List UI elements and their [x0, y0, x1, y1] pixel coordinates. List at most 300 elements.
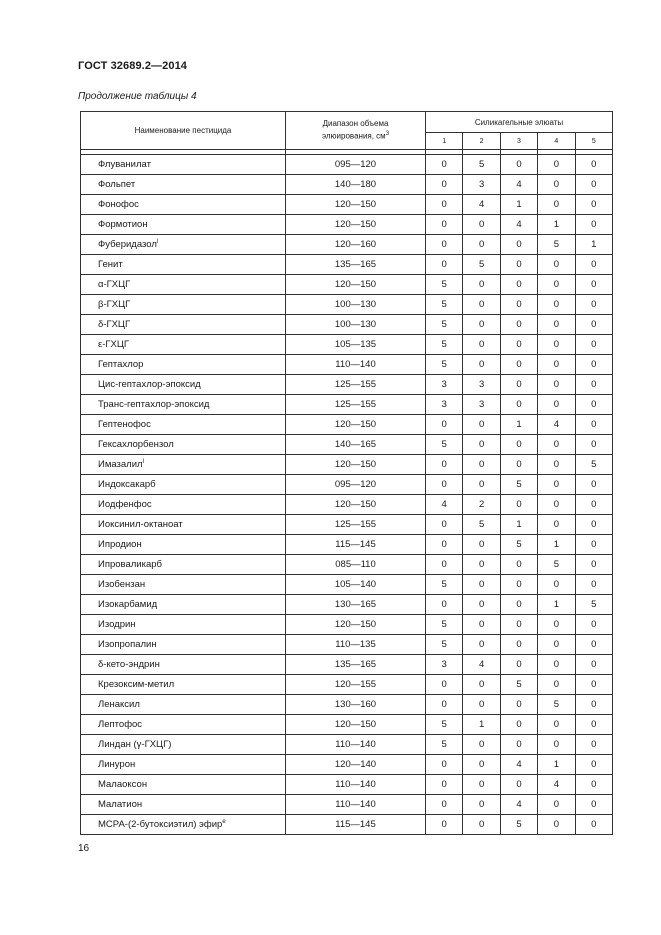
pesticide-name-cell	[81, 255, 286, 275]
pesticide-name: Ленаксил	[98, 699, 140, 710]
eluate-value-cell: 0	[463, 295, 500, 315]
elution-range-cell: 100—130	[286, 315, 426, 335]
eluate-value-cell: 0	[575, 655, 612, 675]
eluate-col-header: 3	[500, 133, 537, 150]
footnote-marker: e	[222, 818, 226, 825]
eluate-value-cell: 0	[538, 815, 575, 835]
eluate-value-cell: 0	[500, 775, 537, 795]
eluate-value-cell: 0	[575, 255, 612, 275]
eluate-value-cell: 0	[500, 335, 537, 355]
eluate-value-cell: 0	[500, 375, 537, 395]
elution-range-cell: 120—150	[286, 215, 426, 235]
footnote-marker: l	[142, 458, 144, 465]
table-row	[81, 195, 613, 215]
eluate-value-cell: 4	[500, 175, 537, 195]
eluate-value-cell: 5	[538, 695, 575, 715]
eluate-value-cell: 0	[575, 355, 612, 375]
eluate-value-cell: 5	[463, 255, 500, 275]
eluate-col-header: 5	[575, 133, 612, 150]
eluate-value-cell: 4	[426, 495, 463, 515]
elution-range-cell: 130—165	[286, 595, 426, 615]
table-row	[81, 175, 613, 195]
eluate-value-cell: 0	[500, 435, 537, 455]
eluate-value-cell: 0	[500, 655, 537, 675]
eluate-value-cell: 0	[575, 675, 612, 695]
eluate-value-cell: 0	[426, 475, 463, 495]
eluate-value-cell: 5	[575, 595, 612, 615]
table-row	[81, 295, 613, 315]
column-header-range: Диапазон объема элюирования, $см^3$	[286, 112, 426, 150]
table-row	[81, 735, 613, 755]
eluate-value-cell: 5	[426, 355, 463, 375]
eluate-value-cell: 0	[500, 315, 537, 335]
elution-range-cell: 105—140	[286, 575, 426, 595]
elution-range-cell: 125—155	[286, 375, 426, 395]
pesticide-name: δ-ГХЦГ	[98, 319, 131, 330]
pesticide-name: Индоксакарб	[98, 479, 156, 490]
eluate-value-cell: 0	[575, 335, 612, 355]
pesticide-name: Иодфенфос	[98, 499, 152, 510]
pesticide-name: δ-кето-эндрин	[98, 659, 160, 670]
eluate-value-cell: 0	[538, 515, 575, 535]
eluate-value-cell: 5	[426, 435, 463, 455]
pesticide-name-cell	[81, 315, 286, 335]
eluate-value-cell: 0	[575, 475, 612, 495]
eluate-value-cell: 0	[575, 575, 612, 595]
elution-range-cell: 115—145	[286, 815, 426, 835]
eluate-value-cell: 0	[538, 195, 575, 215]
eluate-value-cell: 0	[463, 595, 500, 615]
eluate-value-cell: 0	[463, 455, 500, 475]
column-header-name: Наименование пестицида	[81, 112, 286, 150]
eluate-value-cell: 1	[538, 215, 575, 235]
pesticide-name: Фольпет	[98, 179, 136, 190]
table-row	[81, 795, 613, 815]
pesticide-name-cell	[81, 295, 286, 315]
eluate-value-cell: 3	[426, 375, 463, 395]
elution-range-cell: 110—135	[286, 635, 426, 655]
eluate-value-cell: 0	[426, 195, 463, 215]
pesticide-name: Линурон	[98, 759, 136, 770]
eluate-value-cell: 5	[426, 635, 463, 655]
eluate-value-cell: 4	[500, 795, 537, 815]
eluate-value-cell: 5	[426, 575, 463, 595]
elution-range-cell: 095—120	[286, 475, 426, 495]
eluate-value-cell: 0	[463, 735, 500, 755]
eluate-value-cell: 0	[538, 475, 575, 495]
eluate-value-cell: 0	[426, 675, 463, 695]
eluate-value-cell: 0	[575, 315, 612, 335]
eluate-col-header: 4	[538, 133, 575, 150]
eluate-value-cell: 0	[500, 395, 537, 415]
eluate-value-cell: 0	[426, 515, 463, 535]
pesticide-name-cell	[81, 675, 286, 695]
eluate-value-cell: 0	[463, 795, 500, 815]
eluate-value-cell: 5	[538, 235, 575, 255]
eluate-value-cell: 0	[538, 395, 575, 415]
eluate-value-cell: 0	[538, 795, 575, 815]
eluate-value-cell: 0	[463, 275, 500, 295]
table-row	[81, 275, 613, 295]
elution-range-cell: 120—150	[286, 495, 426, 515]
eluate-value-cell: 0	[426, 415, 463, 435]
pesticide-name-cell	[81, 655, 286, 675]
elution-range-cell: 110—140	[286, 795, 426, 815]
footnote-marker: l	[156, 238, 159, 245]
eluate-value-cell: 0	[575, 795, 612, 815]
eluate-value-cell: 0	[463, 315, 500, 335]
eluate-col-header: 2	[463, 133, 500, 150]
eluate-value-cell: 5	[500, 475, 537, 495]
eluate-value-cell: 3	[426, 655, 463, 675]
eluate-value-cell: 5	[426, 275, 463, 295]
eluate-value-cell: 0	[500, 455, 537, 475]
table-row	[81, 495, 613, 515]
pesticide-name: Изобензан	[98, 579, 146, 590]
pesticide-name: Иоксинил-октаноат	[98, 519, 183, 530]
pesticide-name-cell	[81, 495, 286, 515]
eluate-value-cell: 1	[538, 595, 575, 615]
eluate-value-cell: 0	[500, 715, 537, 735]
table-row	[81, 675, 613, 695]
eluate-value-cell: 0	[575, 175, 612, 195]
eluate-value-cell: 3	[463, 395, 500, 415]
eluate-value-cell: 5	[500, 675, 537, 695]
eluate-value-cell: 0	[575, 495, 612, 515]
eluate-value-cell: 0	[575, 275, 612, 295]
eluate-value-cell: 0	[463, 675, 500, 695]
pesticide-name: β-ГХЦГ	[98, 299, 131, 310]
table-row	[81, 575, 613, 595]
elution-range-cell: 120—150	[286, 275, 426, 295]
eluate-value-cell: 1	[500, 195, 537, 215]
pesticide-name-cell	[81, 695, 286, 715]
table-row	[81, 355, 613, 375]
eluate-value-cell: 0	[463, 755, 500, 775]
eluate-value-cell: 5	[426, 735, 463, 755]
eluate-value-cell: 0	[463, 535, 500, 555]
eluate-value-cell: 0	[463, 555, 500, 575]
eluate-value-cell: 0	[538, 735, 575, 755]
pesticide-name-cell	[81, 475, 286, 495]
eluate-value-cell: 0	[575, 815, 612, 835]
pesticide-name-cell	[81, 175, 286, 195]
eluate-value-cell: 4	[500, 755, 537, 775]
pesticide-name-cell	[81, 595, 286, 615]
pesticide-table	[80, 111, 613, 835]
eluate-value-cell: 0	[500, 595, 537, 615]
pesticide-name: Фонофос	[98, 199, 139, 210]
table-row	[81, 515, 613, 535]
eluate-value-cell: 0	[538, 255, 575, 275]
eluate-value-cell: 0	[500, 635, 537, 655]
pesticide-name-cell	[81, 775, 286, 795]
eluate-value-cell: 0	[575, 215, 612, 235]
eluate-value-cell: 0	[426, 695, 463, 715]
pesticide-name-cell	[81, 415, 286, 435]
pesticide-name: Генит	[98, 259, 123, 270]
pesticide-name: Имазалил	[98, 459, 143, 470]
eluate-value-cell: 0	[426, 795, 463, 815]
pesticide-name-cell	[81, 355, 286, 375]
table-row	[81, 255, 613, 275]
pesticide-name: Лептофос	[98, 719, 143, 730]
eluate-value-cell: 0	[538, 655, 575, 675]
pesticide-name: Транс-гептахлор-эпоксид	[98, 399, 210, 410]
eluate-value-cell: 0	[538, 675, 575, 695]
elution-range-cell: 120—140	[286, 755, 426, 775]
eluate-value-cell: 0	[575, 375, 612, 395]
eluate-value-cell: 0	[463, 235, 500, 255]
eluate-value-cell: 0	[463, 615, 500, 635]
elution-range-cell: 120—150	[286, 455, 426, 475]
pesticide-name-cell	[81, 535, 286, 555]
table-caption: Продолжение таблицы 4	[78, 91, 197, 102]
eluate-value-cell: 4	[500, 215, 537, 235]
elution-range-cell: 120—150	[286, 615, 426, 635]
eluate-value-cell: 0	[575, 555, 612, 575]
elution-range-cell: 135—165	[286, 655, 426, 675]
eluate-value-cell: 0	[538, 275, 575, 295]
eluate-value-cell: 0	[575, 635, 612, 655]
eluate-value-cell: 0	[426, 815, 463, 835]
table-row	[81, 595, 613, 615]
eluate-value-cell: 0	[500, 235, 537, 255]
page-number: 16	[78, 843, 90, 854]
table-row	[81, 335, 613, 355]
eluate-value-cell: 0	[538, 295, 575, 315]
eluate-value-cell: 4	[538, 775, 575, 795]
eluate-value-cell: 3	[426, 395, 463, 415]
elution-range-cell: 120—150	[286, 415, 426, 435]
eluate-value-cell: 0	[538, 375, 575, 395]
elution-range-cell: 140—180	[286, 175, 426, 195]
elution-range-cell: 095—120	[286, 155, 426, 175]
pesticide-name-cell	[81, 275, 286, 295]
pesticide-name-cell	[81, 815, 286, 835]
pesticide-name: Цис-гептахлор-эпоксид	[98, 379, 201, 390]
eluate-value-cell: 0	[538, 175, 575, 195]
pesticide-name-cell	[81, 715, 286, 735]
eluate-value-cell: 0	[575, 755, 612, 775]
table-row	[81, 235, 613, 255]
pesticide-name: Гексахлорбензол	[98, 439, 174, 450]
eluate-value-cell: 0	[538, 615, 575, 635]
eluate-value-cell: 0	[575, 155, 612, 175]
pesticide-name-cell	[81, 615, 286, 635]
eluate-value-cell: 0	[575, 715, 612, 735]
table-row	[81, 615, 613, 635]
eluate-value-cell: 5	[500, 535, 537, 555]
eluate-value-cell: 5	[426, 295, 463, 315]
eluate-value-cell: 0	[575, 615, 612, 635]
eluate-value-cell: 5	[538, 555, 575, 575]
eluate-value-cell: 1	[500, 515, 537, 535]
elution-range-cell: 110—140	[286, 355, 426, 375]
table-row	[81, 435, 613, 455]
elution-range-cell: 135—165	[286, 255, 426, 275]
table-row	[81, 155, 613, 175]
eluate-value-cell: 0	[463, 635, 500, 655]
pesticide-name-cell	[81, 235, 286, 255]
pesticide-name: Гептенофос	[98, 419, 151, 430]
elution-range-cell: 120—150	[286, 715, 426, 735]
eluate-value-cell: 0	[463, 355, 500, 375]
pesticide-name: ε-ГХЦГ	[98, 339, 130, 350]
eluate-value-cell: 0	[426, 755, 463, 775]
eluate-value-cell: 0	[575, 775, 612, 795]
pesticide-name: Изопропалин	[98, 639, 157, 650]
eluate-value-cell: 0	[500, 575, 537, 595]
eluate-value-cell: 0	[575, 535, 612, 555]
eluate-value-cell: 3	[463, 175, 500, 195]
pesticide-name: Изодрин	[98, 619, 136, 630]
table-row	[81, 715, 613, 735]
elution-range-cell: 110—140	[286, 735, 426, 755]
eluate-value-cell: 5	[426, 715, 463, 735]
elution-range-cell: 125—155	[286, 515, 426, 535]
eluate-value-cell: 4	[463, 655, 500, 675]
eluate-value-cell: 0	[575, 395, 612, 415]
eluate-value-cell: 0	[426, 215, 463, 235]
eluate-value-cell: 0	[500, 355, 537, 375]
pesticide-name-cell	[81, 435, 286, 455]
pesticide-name-cell	[81, 195, 286, 215]
table-row	[81, 555, 613, 575]
eluate-value-cell: 0	[500, 495, 537, 515]
eluate-value-cell: 0	[575, 195, 612, 215]
eluate-value-cell: 5	[575, 455, 612, 475]
elution-range-cell: 115—145	[286, 535, 426, 555]
pesticide-name-cell	[81, 455, 286, 475]
eluate-value-cell: 0	[538, 155, 575, 175]
eluate-value-cell: 0	[500, 295, 537, 315]
pesticide-name: α-ГХЦГ	[98, 279, 131, 290]
eluate-value-cell: 0	[463, 575, 500, 595]
elution-range-cell: 140—165	[286, 435, 426, 455]
elution-range-cell: 130—160	[286, 695, 426, 715]
eluate-value-cell: 0	[463, 415, 500, 435]
elution-range-cell: 085—110	[286, 555, 426, 575]
elution-range-cell: 120—150	[286, 195, 426, 215]
eluate-value-cell: 0	[500, 155, 537, 175]
eluate-value-cell: 0	[426, 155, 463, 175]
pesticide-name-cell	[81, 575, 286, 595]
table-row	[81, 695, 613, 715]
eluate-value-cell: 0	[500, 555, 537, 575]
document-header: ГОСТ 32689.2—2014	[78, 60, 188, 72]
eluate-value-cell: 0	[575, 415, 612, 435]
eluate-value-cell: 0	[463, 215, 500, 235]
elution-range-cell: 100—130	[286, 295, 426, 315]
pesticide-name-cell	[81, 335, 286, 355]
eluate-value-cell: 0	[463, 775, 500, 795]
pesticide-name: Изокарбамид	[98, 599, 158, 610]
eluate-value-cell: 3	[463, 375, 500, 395]
table-row	[81, 775, 613, 795]
table-row	[81, 315, 613, 335]
eluate-value-cell: 0	[538, 315, 575, 335]
pesticide-name: Фуберидазол	[98, 239, 157, 250]
pesticide-name-cell	[81, 795, 286, 815]
eluate-value-cell: 0	[538, 575, 575, 595]
eluate-value-cell: 0	[538, 455, 575, 475]
pesticide-name-cell	[81, 635, 286, 655]
eluate-col-header: 1	[426, 133, 463, 150]
eluate-value-cell: 0	[538, 495, 575, 515]
pesticide-name-cell	[81, 755, 286, 775]
eluate-value-cell: 1	[463, 715, 500, 735]
pesticide-name: Флуванилат	[98, 159, 151, 170]
eluate-value-cell: 5	[426, 335, 463, 355]
eluate-value-cell: 0	[426, 535, 463, 555]
eluate-value-cell: 0	[426, 455, 463, 475]
eluate-value-cell: 1	[538, 755, 575, 775]
elution-range-cell: 120—155	[286, 675, 426, 695]
eluate-value-cell: 0	[575, 695, 612, 715]
pesticide-name: Крезоксим-метил	[98, 679, 175, 690]
eluate-value-cell: 0	[575, 435, 612, 455]
eluate-value-cell: 0	[538, 715, 575, 735]
eluate-value-cell: 0	[463, 815, 500, 835]
pesticide-name-cell	[81, 515, 286, 535]
eluate-value-cell: 0	[463, 335, 500, 355]
pesticide-name: Гептахлор	[98, 359, 144, 370]
pesticide-name-cell	[81, 395, 286, 415]
pesticide-name-cell	[81, 375, 286, 395]
pesticide-name: Малатион	[98, 799, 143, 810]
eluate-value-cell: 5	[500, 815, 537, 835]
eluate-value-cell: 0	[463, 695, 500, 715]
eluate-value-cell: 0	[575, 515, 612, 535]
table-row	[81, 655, 613, 675]
pesticide-name: Формотион	[98, 219, 148, 230]
table-row	[81, 375, 613, 395]
table-row	[81, 475, 613, 495]
pesticide-name: МСРА-(2-бутоксиэтил) эфир	[98, 819, 223, 830]
eluate-value-cell: 5	[426, 615, 463, 635]
pesticide-name-cell	[81, 735, 286, 755]
eluate-value-cell: 1	[500, 415, 537, 435]
eluate-value-cell: 0	[426, 595, 463, 615]
table-row	[81, 395, 613, 415]
table-row	[81, 535, 613, 555]
pesticide-name: Линдан (γ-ГХЦГ)	[98, 739, 172, 750]
eluate-value-cell: 4	[538, 415, 575, 435]
eluate-value-cell: 0	[538, 355, 575, 375]
pesticide-name-cell	[81, 555, 286, 575]
table-row	[81, 455, 613, 475]
elution-range-cell: 105—135	[286, 335, 426, 355]
elution-range-cell: 110—140	[286, 775, 426, 795]
eluate-value-cell: 4	[463, 195, 500, 215]
eluate-value-cell: 5	[463, 515, 500, 535]
eluate-value-cell: 0	[426, 775, 463, 795]
eluate-value-cell: 0	[463, 435, 500, 455]
eluate-value-cell: 0	[426, 255, 463, 275]
eluate-value-cell: 1	[538, 535, 575, 555]
elution-range-cell: 120—160	[286, 235, 426, 255]
eluate-value-cell: 2	[463, 495, 500, 515]
eluate-value-cell: 0	[463, 475, 500, 495]
eluate-value-cell: 0	[538, 635, 575, 655]
pesticide-name: Малаоксон	[98, 779, 148, 790]
eluate-value-cell: 0	[500, 275, 537, 295]
eluate-value-cell: 1	[575, 235, 612, 255]
table-row	[81, 755, 613, 775]
eluate-value-cell: 0	[538, 435, 575, 455]
table-row	[81, 635, 613, 655]
